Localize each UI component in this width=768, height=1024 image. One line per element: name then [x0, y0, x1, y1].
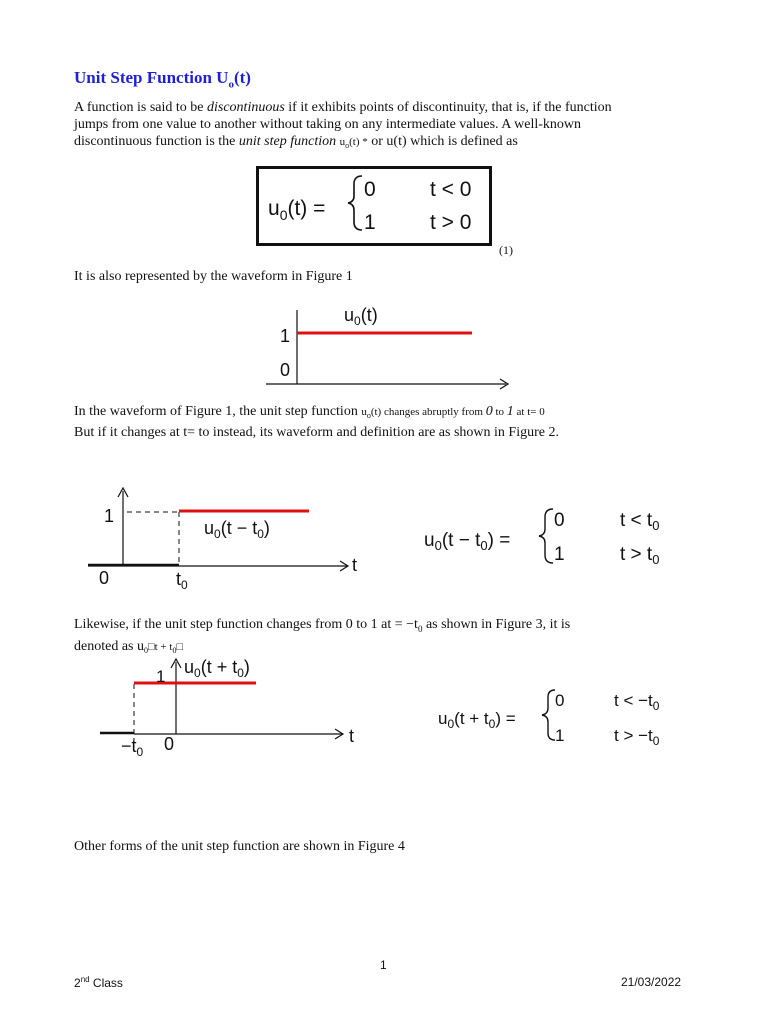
svg-text:u0(t − t0) =: $u_0(t - t_0)$ =: [424, 530, 511, 553]
fig3-xneg: $-t_0$: [121, 736, 144, 759]
fig2-xt0: $t_0$: [176, 569, 188, 592]
svg-text:0: 0: [554, 510, 565, 531]
svg-text:1: 1: [554, 544, 565, 565]
fig1-y1: 1: [280, 326, 291, 346]
page-title: Unit Step Function $U_o(t)$: [74, 68, 251, 91]
svg-text:u0(t + t0) =: $u_0(t + t_0)$ =: [438, 709, 516, 731]
figure3-intro: Likewise, if the unit step function changes from 0 to 1 at = $-t_0$ as shown in Figure 3, it is denoted as $u_0□t$ + $t_0□$: [74, 617, 571, 655]
footer-date: 21/03/2022: [621, 975, 682, 989]
fig3-xt: t: [349, 726, 355, 746]
svg-text:t < t0: $t < t_0$: [620, 510, 660, 533]
svg-text:0: 0: [555, 691, 565, 710]
svg-text:t < −t0: $t < -t_0$: [614, 691, 660, 713]
figure4-intro: Other forms of the unit step function are shown in Figure 4: [74, 839, 405, 854]
svg-text:t < 0: t < 0: [430, 178, 472, 201]
fig1-y0: 0: [280, 360, 291, 380]
intro-paragraph: A function is said to be discontinuous if it exhibits points of discontinuity, that is, if the function jumps from one value to another without taking on any intermediate values. A well-known discontinuous function is the unit step function $u_o(t)$ * or u(t) which is defined as: [74, 100, 612, 151]
fig3-y1: 1: [156, 667, 166, 686]
fig3-x0: 0: [164, 734, 175, 754]
fig2-x0: 0: [99, 568, 110, 588]
equation-number: (1): [499, 243, 513, 257]
svg-text:u0(t) =: $u_0(t)$ =: [268, 197, 326, 223]
footer-class: 2nd Class: [74, 975, 123, 990]
eq3-brace: [542, 690, 555, 740]
fig3-label: $u_0(t + t_0)$: [184, 657, 250, 680]
svg-text:1: 1: [364, 211, 376, 234]
figure1-intro: It is also represented by the waveform in Figure 1: [74, 269, 353, 284]
svg-text:0: 0: [364, 178, 376, 201]
fig2-label: $u_0(t - t_0)$: [204, 518, 270, 541]
svg-text:t > t0: $t > t_0$: [620, 544, 660, 567]
figure2-intro: In the waveform of Figure 1, the unit step function $u_o(t)$ changes abruptly from 0 to 1 at t= 0 But if it changes at t= to instead, its waveform and definition are as shown in Figure 2.: [74, 404, 559, 441]
svg-text:1: 1: [555, 726, 565, 745]
svg-text:t > −t0: $t > -t_0$: [614, 726, 660, 748]
fig2-xt: t: [352, 555, 358, 575]
fig1-label: $u_0(t)$: [344, 305, 378, 328]
svg-text:t > 0: t > 0: [430, 211, 472, 234]
page-number: 1: [380, 958, 387, 972]
fig2-y1: 1: [104, 506, 115, 526]
